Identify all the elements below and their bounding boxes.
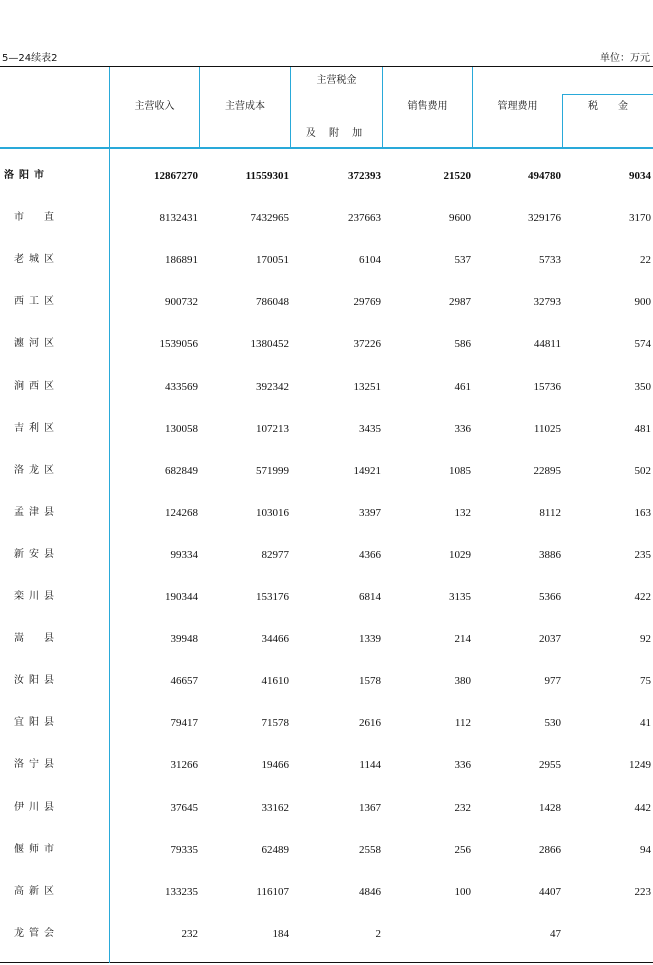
header-admin-expense: 管理费用 — [497, 101, 538, 112]
revenue-value: 79417 — [170, 717, 198, 729]
admin-expense-value: 32793 — [533, 296, 561, 308]
header-tax: 税 金 — [588, 101, 628, 112]
revenue-value: 39948 — [170, 633, 198, 645]
tax-value: 163 — [634, 507, 651, 519]
region-name: 洛阳市 — [4, 170, 49, 181]
admin-expense-value: 2955 — [539, 759, 561, 771]
cost-value: 62489 — [261, 844, 289, 856]
revenue-value: 124268 — [165, 507, 198, 519]
table-row — [0, 590, 653, 604]
sales-expense-value: 9600 — [449, 212, 471, 224]
sales-expense-value: 586 — [454, 338, 471, 350]
region-name: 宜阳县 — [14, 717, 59, 728]
tax-value: 92 — [640, 633, 651, 645]
revenue-value: 130058 — [165, 423, 198, 435]
region-name: 老城区 — [14, 254, 59, 265]
tax-surcharge-value: 3435 — [359, 423, 381, 435]
revenue-value: 8132431 — [159, 212, 198, 224]
cost-value: 19466 — [261, 759, 289, 771]
region-name: 龙管会 — [14, 928, 59, 939]
admin-expense-value: 329176 — [528, 212, 561, 224]
header-bottom-rule — [0, 147, 653, 149]
tax-surcharge-value: 1339 — [359, 633, 381, 645]
tax-surcharge-value: 29769 — [353, 296, 381, 308]
tax-value: 350 — [634, 381, 651, 393]
admin-expense-value: 494780 — [528, 170, 561, 182]
sales-expense-value: 537 — [454, 254, 471, 266]
table-row — [0, 674, 653, 688]
admin-expense-value: 44811 — [533, 338, 561, 350]
cost-value: 107213 — [256, 423, 289, 435]
cost-value: 153176 — [256, 591, 289, 603]
tax-surcharge-value: 37226 — [353, 338, 381, 350]
table-row — [0, 422, 653, 436]
region-name: 洛龙区 — [14, 465, 59, 476]
tax-surcharge-value: 237663 — [348, 212, 381, 224]
admin-expense-value: 5733 — [539, 254, 561, 266]
admin-expense-value: 530 — [544, 717, 561, 729]
tax-surcharge-value: 3397 — [359, 507, 381, 519]
sales-expense-value: 232 — [454, 802, 471, 814]
tax-value: 75 — [640, 675, 651, 687]
revenue-value: 46657 — [170, 675, 198, 687]
tax-value: 94 — [640, 844, 651, 856]
tax-value: 41 — [640, 717, 651, 729]
admin-expense-value: 977 — [544, 675, 561, 687]
region-name: 孟津县 — [14, 507, 59, 518]
tax-surcharge-value: 4846 — [359, 886, 381, 898]
tax-surcharge-value: 2 — [375, 928, 381, 940]
admin-expense-value: 4407 — [539, 886, 561, 898]
sales-expense-value: 461 — [454, 381, 471, 393]
tax-value: 502 — [634, 465, 651, 477]
cost-value: 786048 — [256, 296, 289, 308]
table-row — [0, 464, 653, 478]
header-sales-expense: 销售费用 — [407, 101, 448, 112]
admin-expense-value: 8112 — [539, 507, 561, 519]
tax-surcharge-value: 2616 — [359, 717, 381, 729]
cost-value: 116107 — [256, 886, 289, 898]
table-row — [0, 843, 653, 857]
region-name: 嵩 县 — [14, 633, 59, 644]
tax-value: 9034 — [629, 170, 651, 182]
table-number: 5—24续表2 — [2, 53, 58, 64]
tax-value: 900 — [634, 296, 651, 308]
table-row — [0, 632, 653, 646]
admin-expense-value: 3886 — [539, 549, 561, 561]
revenue-value: 232 — [181, 928, 198, 940]
admin-expense-value: 2037 — [539, 633, 561, 645]
revenue-value: 682849 — [165, 465, 198, 477]
table-row — [0, 295, 653, 309]
admin-expense-value: 22895 — [533, 465, 561, 477]
tax-value: 223 — [634, 886, 651, 898]
region-name: 栾川县 — [14, 591, 59, 602]
sales-expense-value: 100 — [454, 886, 471, 898]
admin-expense-value: 47 — [550, 928, 561, 940]
table-row — [0, 548, 653, 562]
table-row — [0, 758, 653, 772]
header-tax-surcharge-line2: 及 附 加 — [305, 128, 368, 139]
table-top-rule — [0, 66, 653, 67]
admin-expense-value: 11025 — [533, 423, 561, 435]
region-name: 市 直 — [14, 212, 59, 223]
header-tax-surcharge-line1: 主营税金 — [316, 75, 357, 86]
tax-value: 3170 — [629, 212, 651, 224]
cost-value: 11559301 — [245, 170, 289, 182]
revenue-value: 133235 — [165, 886, 198, 898]
sales-expense-value: 256 — [454, 844, 471, 856]
tax-value: 22 — [640, 254, 651, 266]
revenue-value: 433569 — [165, 381, 198, 393]
sales-expense-value: 21520 — [443, 170, 471, 182]
table-bottom-rule — [0, 962, 653, 963]
revenue-value: 37645 — [170, 802, 198, 814]
table-row — [0, 337, 653, 351]
cost-value: 34466 — [261, 633, 289, 645]
sales-expense-value: 3135 — [449, 591, 471, 603]
revenue-value: 12867270 — [154, 170, 198, 182]
tax-value: 235 — [634, 549, 651, 561]
revenue-value: 31266 — [170, 759, 198, 771]
table-row — [0, 253, 653, 267]
cost-value: 392342 — [256, 381, 289, 393]
cost-value: 71578 — [261, 717, 289, 729]
table-row — [0, 380, 653, 394]
revenue-value: 99334 — [170, 549, 198, 561]
tax-surcharge-value: 2558 — [359, 844, 381, 856]
revenue-value: 1539056 — [159, 338, 198, 350]
cost-value: 571999 — [256, 465, 289, 477]
region-name: 瀍河区 — [14, 338, 59, 349]
region-name: 吉利区 — [14, 423, 59, 434]
region-name: 西工区 — [14, 296, 59, 307]
revenue-value: 190344 — [165, 591, 198, 603]
cost-value: 170051 — [256, 254, 289, 266]
admin-expense-value: 15736 — [533, 381, 561, 393]
table-row — [0, 506, 653, 520]
tax-surcharge-value: 1578 — [359, 675, 381, 687]
region-name: 涧西区 — [14, 381, 59, 392]
sales-expense-value: 2987 — [449, 296, 471, 308]
table-row — [0, 211, 653, 225]
tax-value: 481 — [634, 423, 651, 435]
table-row-total — [0, 169, 653, 183]
sales-expense-value: 1085 — [449, 465, 471, 477]
revenue-value: 900732 — [165, 296, 198, 308]
tax-surcharge-value: 4366 — [359, 549, 381, 561]
cost-value: 33162 — [261, 802, 289, 814]
tax-surcharge-value: 1144 — [359, 759, 381, 771]
region-name: 新安县 — [14, 549, 59, 560]
table-row — [0, 801, 653, 815]
cost-value: 184 — [272, 928, 289, 940]
tax-value: 1249 — [629, 759, 651, 771]
tax-surcharge-value: 13251 — [353, 381, 381, 393]
sales-expense-value: 214 — [454, 633, 471, 645]
tax-value: 422 — [634, 591, 651, 603]
tax-surcharge-value: 6104 — [359, 254, 381, 266]
revenue-value: 186891 — [165, 254, 198, 266]
region-name: 高新区 — [14, 886, 59, 897]
cost-value: 1380452 — [250, 338, 289, 350]
cost-value: 103016 — [256, 507, 289, 519]
tax-surcharge-value: 372393 — [348, 170, 381, 182]
sales-expense-value: 132 — [454, 507, 471, 519]
admin-expense-value: 1428 — [539, 802, 561, 814]
region-name: 汝阳县 — [14, 675, 59, 686]
region-name: 伊川县 — [14, 802, 59, 813]
admin-expense-value: 5366 — [539, 591, 561, 603]
cost-value: 82977 — [261, 549, 289, 561]
unit-label: 单位：万元 — [600, 53, 650, 64]
tax-surcharge-value: 6814 — [359, 591, 381, 603]
header-cost: 主营成本 — [225, 101, 265, 112]
tax-surcharge-value: 1367 — [359, 802, 381, 814]
sales-expense-value: 336 — [454, 759, 471, 771]
header-revenue: 主营收入 — [134, 101, 175, 112]
region-name: 偃师市 — [14, 844, 59, 855]
sales-expense-value: 112 — [454, 717, 471, 729]
sales-expense-value: 380 — [454, 675, 471, 687]
tax-value: 574 — [634, 338, 651, 350]
sales-expense-value: 1029 — [449, 549, 471, 561]
table-row — [0, 927, 653, 941]
revenue-value: 79335 — [170, 844, 198, 856]
cost-value: 41610 — [261, 675, 289, 687]
sales-expense-value: 336 — [454, 423, 471, 435]
table-row — [0, 885, 653, 899]
cost-value: 7432965 — [250, 212, 289, 224]
region-name: 洛宁县 — [14, 759, 59, 770]
table-row — [0, 716, 653, 730]
tax-value: 442 — [634, 802, 651, 814]
admin-expense-value: 2866 — [539, 844, 561, 856]
tax-surcharge-value: 14921 — [353, 465, 381, 477]
